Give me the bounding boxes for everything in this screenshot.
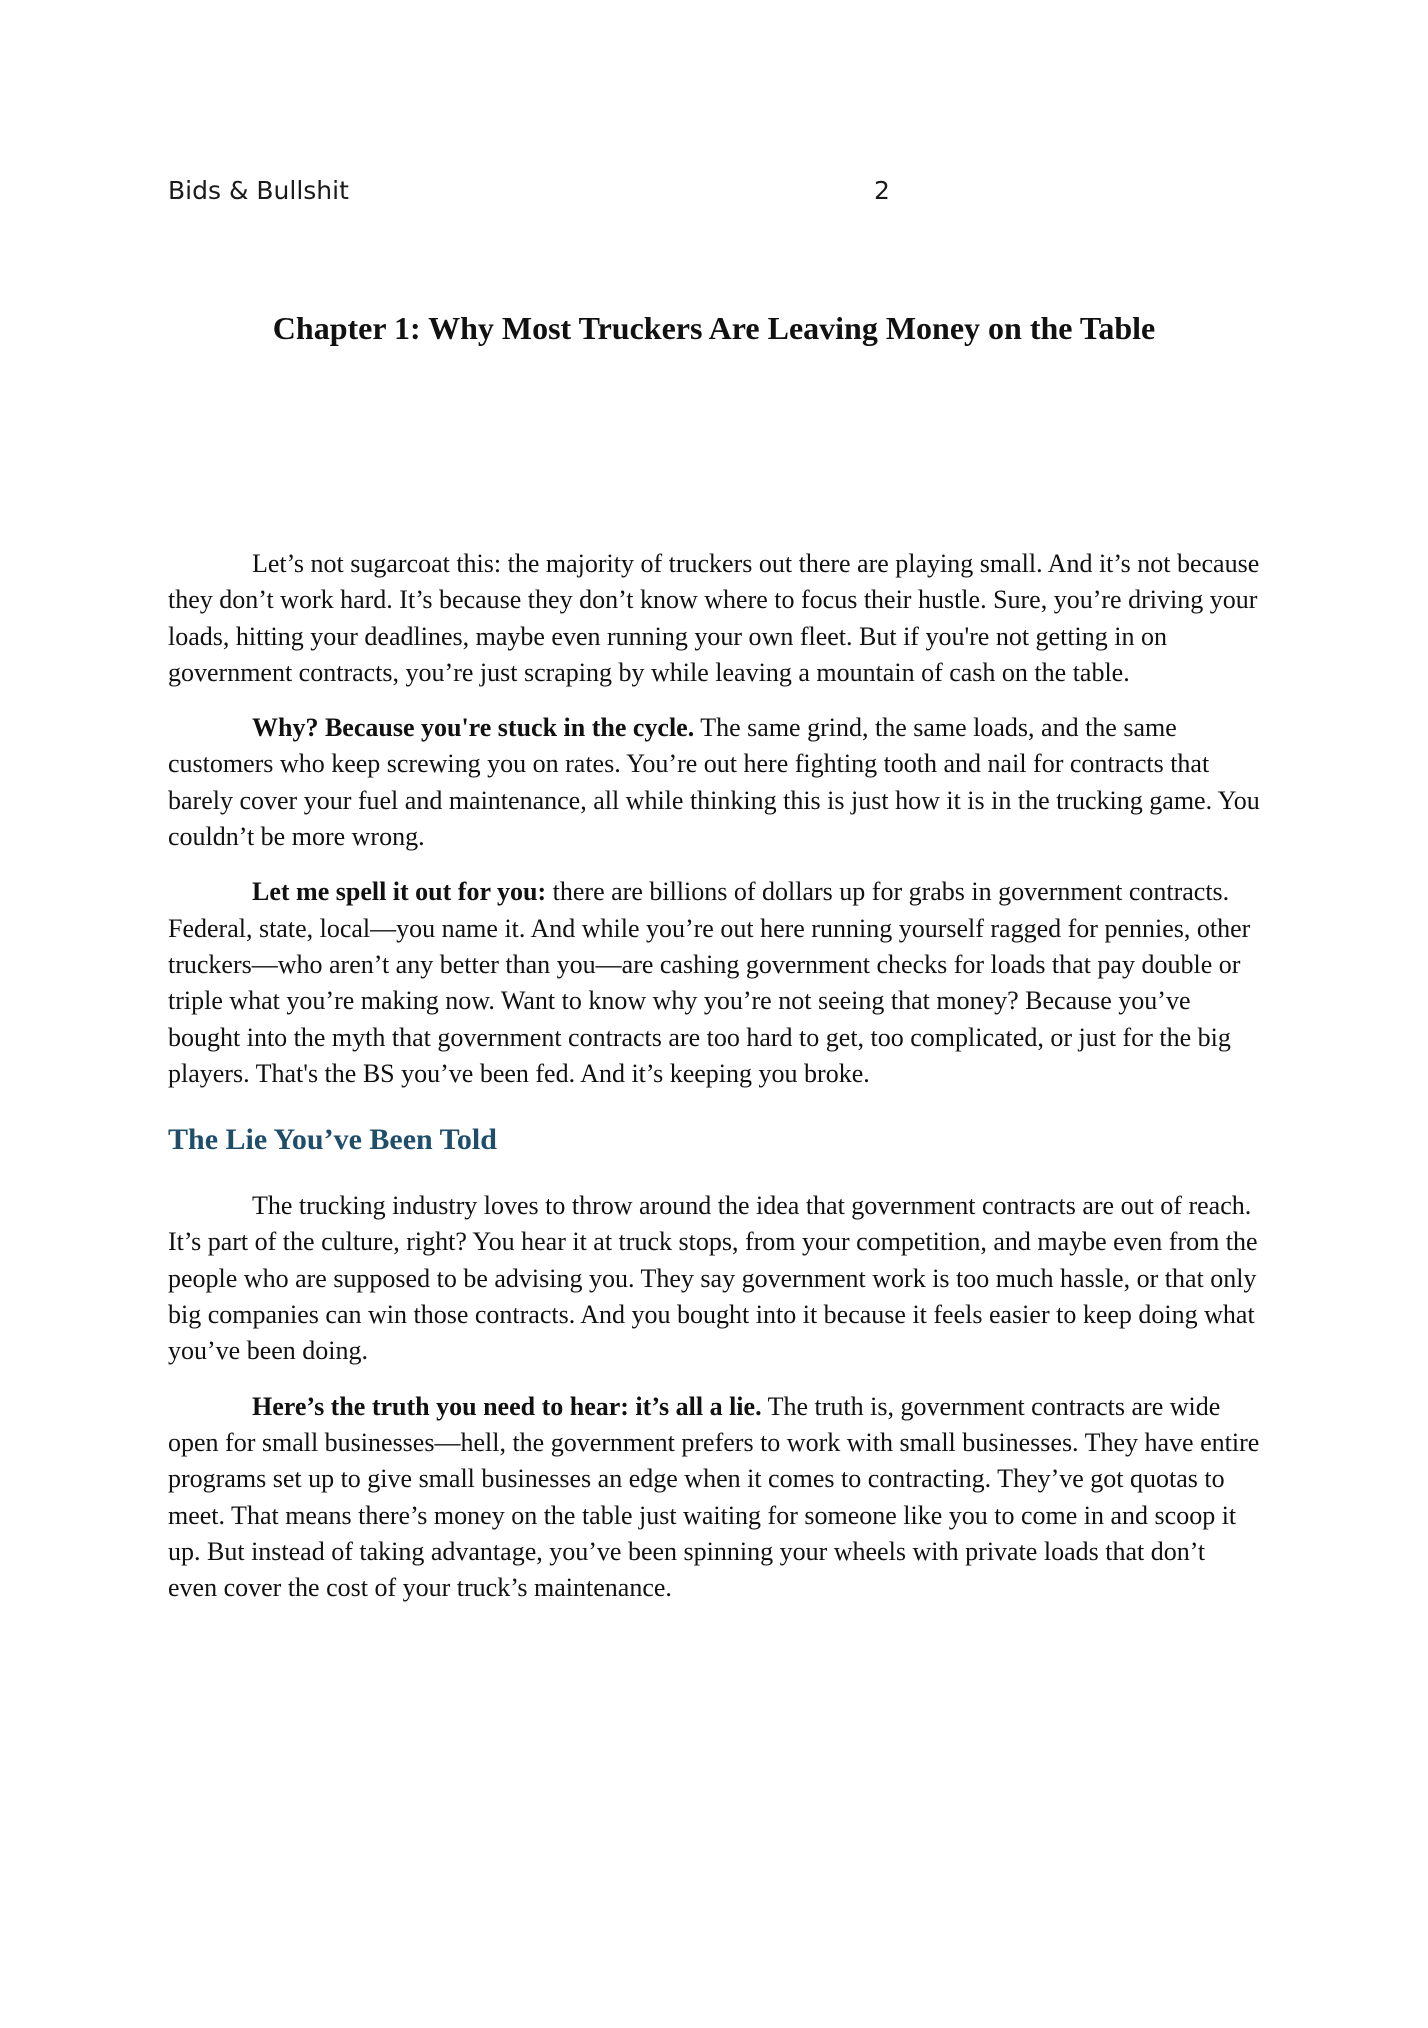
page-number: 2 bbox=[874, 176, 890, 205]
paragraph-lead: Let me spell it out for you: bbox=[252, 877, 547, 907]
running-header bbox=[168, 176, 1260, 212]
chapter-title: Chapter 1: Why Most Truckers Are Leaving Money on the Table bbox=[272, 310, 1156, 346]
body-text bbox=[168, 546, 1260, 1625]
paragraph-3 bbox=[168, 874, 1260, 1092]
paragraph-text: there are billions of dollars up for grabs in government contracts. Federal, state, local—you name it. And while you’re out here running yourself ragged for pennies, other truckers—who aren’t any better than you—are cashing government checks for loads that pay double or triple what you’re making now. Want to know why you’re not seeing that money? Because you’ve bought into the myth that government contracts are too hard to get, too complicated, or just for the big players. That's the BS you’ve been fed. And it’s keeping you broke. bbox=[168, 877, 1251, 1088]
paragraph-1 bbox=[168, 546, 1260, 691]
paragraph-text: The truth is, government contracts are wide open for small businesses—hell, the government prefers to work with small businesses. They have entire programs set up to give small businesses an edge when it comes to contracting. They’ve got quotas to meet. That means there’s money on the table just waiting for someone like you to come in and scoop it up. But instead of taking advantage, you’ve been spinning your wheels with private loads that don’t even cover the cost of your truck’s maintenance. bbox=[168, 1391, 1260, 1603]
paragraph-lead: Why? Because you're stuck in the cycle. bbox=[252, 713, 695, 743]
header-title: Bids & Bullshit bbox=[168, 176, 349, 205]
paragraph-2 bbox=[168, 710, 1260, 855]
section-paragraph-1 bbox=[168, 1188, 1260, 1369]
paragraph-text: The same grind, the same loads, and the same customers who keep screwing you on rates. You’re out here fighting tooth and nail for contracts that barely cover your fuel and maintenance, all while thinking this is just how it is in the trucking game. You couldn’t be more wrong. bbox=[168, 713, 1260, 852]
section-paragraph-2 bbox=[168, 1389, 1260, 1607]
paragraph-text: The trucking industry loves to throw around the idea that government contracts are out of reach. It’s part of the culture, right? You hear it at truck stops, from your competition, and maybe even from the people who are supposed to be advising you. They say government work is too much hassle, or that only big companies can win those contracts. And you bought into it because it feels easier to keep doing what you’ve been doing. bbox=[168, 1191, 1258, 1366]
paragraph-text: Let’s not sugarcoat this: the majority of truckers out there are playing small. And it’s not because they don’t work hard. It’s because they don’t know where to focus their hustle. Sure, you’re driving your loads, hitting your deadlines, maybe even running your own fleet. But if you're not getting in on government contracts, you’re just scraping by while leaving a mountain of cash on the table. bbox=[168, 549, 1260, 687]
section-heading: The Lie You’ve Been Told bbox=[168, 1123, 497, 1157]
paragraph-lead: Here’s the truth you need to hear: it’s all a lie. bbox=[252, 1391, 762, 1421]
